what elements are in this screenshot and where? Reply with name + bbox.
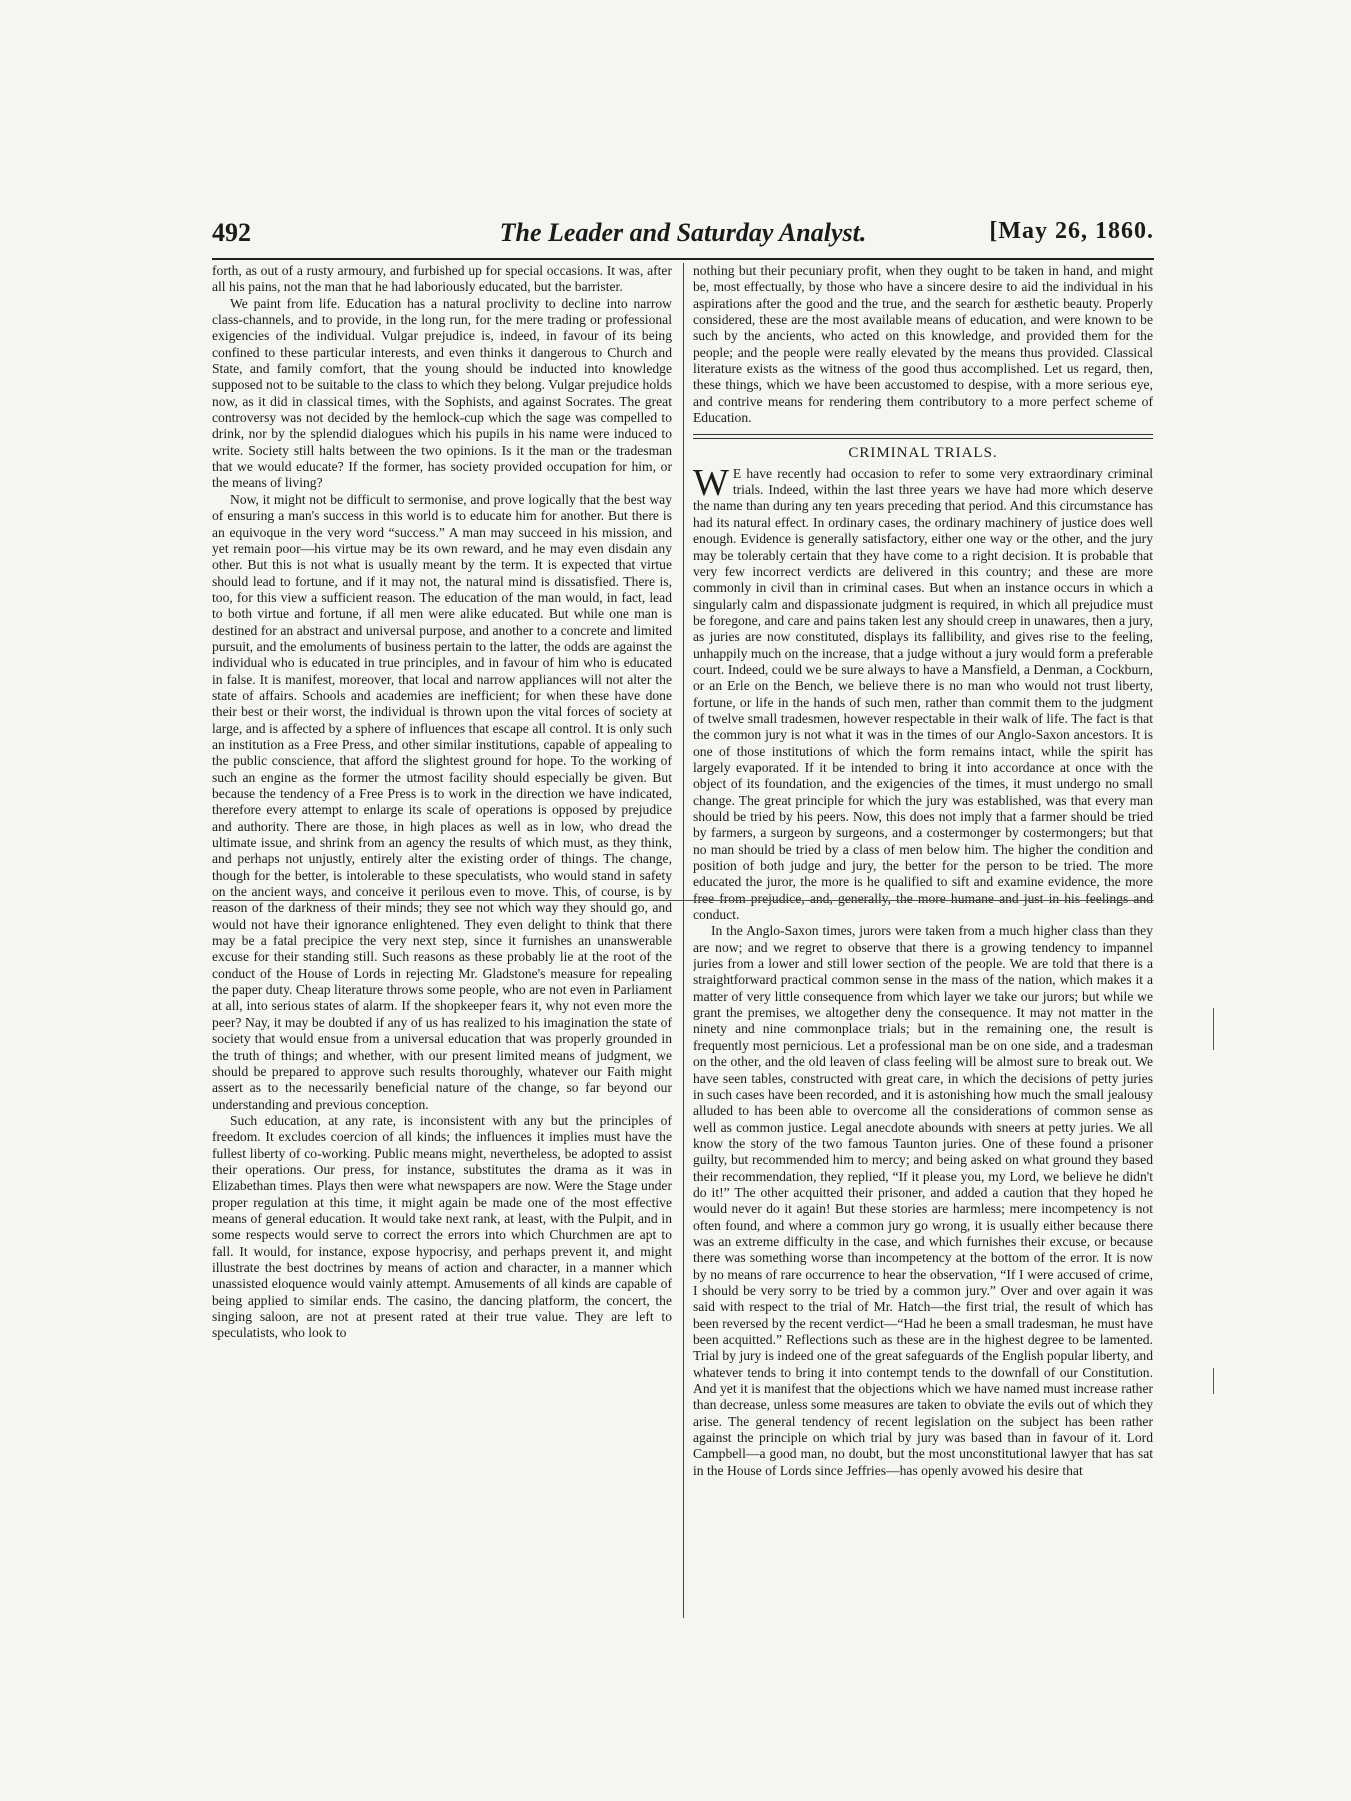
drop-cap: W [693,461,729,504]
margin-mark [1213,1008,1214,1050]
header-rule [212,258,1154,260]
paragraph: nothing but their pecuniary profit, when they ought to be taken in hand, and might be, most effectually, by those who have a sincere desire to aid the individual in his aspirations after the good and the true, and the search for æsthetic beauty. Properly considered, these are the most available means of education, and were known to be such by the ancients, who acted on this knowledge, and provided them for the people; and the people were really elevated by the means thus provided. Classical literature exists as the witness of the good thus accomplished. Let us regard, then, these things, which we have been accustomed to despise, with a more serious eye, and contrive means for rendering them contributory to a more perfect scheme of Education. [693,263,1153,426]
paragraph: Now, it might not be difficult to sermonise, and prove logically that the best way of ensuring a man's success in this world is to educate him for another. But there is an equivoque in the very word “success.” A man may succeed in his mission, and yet remain poor—his virtue may be its own reward, and he may even disdain any other. But this is not what is usually meant by the term. It is expected that virtue should lead to fortune, and if it may not, the natural mind is dissatisfied. There is, too, for this view a sufficient reason. The education of the man would, in fact, lead to both virtue and fortune, if all men were alike educated. But while one man is destined for an abstract and universal purpose, and another to a concrete and limited pursuit, and the emoluments of business pertain to the latter, the odds are against the individual who is educated in true principles, and in favour of him who is educated in false. It is manifest, moreover, that local and narrow appliances will not alter the state of affairs. Schools and academies are inefficient; for when these have done their best or their worst, the individual is thrown upon the vital forces of society at large, and is affected by a sphere of influences that escape all control. It is only such an institution as a Free Press, and other similar institutions, capable of appealing to the public conscience, that afford the slightest ground for hope. To the working of such an engine as the former the utmost facility should especially be given. But because the tendency of a Free Press is to work in the direction we have indicated, therefore every attempt to enlarge its scale of operations is opposed by prejudice and authority. There are those, in high places as well as in low, who dread the ultimate issue, and shrink from an agency the results of which must, as they think, and perhaps not unjustly, entirely alter the existing order of things. The change, though for the better, is intolerable to these speculatists, who would stand in safety on the ancient ways, and conceive it perilous even to move. This, of course, is by reason of the darkness of their minds; they see not which way they should go, and would not have their ignorance enlightened. They even delight to think that there may be a fatal precipice the very next step, since it furnishes an unanswerable excuse for their standing still. Such reasons as these probably lie at the root of the conduct of the House of Lords in rejecting Mr. Gladstone's measure for repealing the paper duty. Cheap literature throws some people, who are not even in Parliament at all, into serious states of alarm. If the shopkeeper fears it, why not even more the peer? Nay, it may be doubted if any of us has realized to his imagination the state of society that would ensue from a universal education that was properly grounded in the truth of things; and whether, with our present limited means of judgment, we should be prepared to approve such results thoroughly, whatever our Faith might assert as to the necessarily beneficial nature of the change, so far beyond our understanding and previous conception. [212,491,672,1112]
paragraph: In the Anglo-Saxon times, jurors were taken from a much higher class than they are now; and we regret to observe that there is a growing tendency to impannel juries from a lower and still lower section of the people. We are told that there is a straightforward practical common sense in the mass of the nation, which makes it a matter of very little consequence from which layer we take our jurors; but while we grant the premises, we altogether deny the consequence. It may not matter in the ninety and nine commonplace trials; but in the remaining one, the result is frequently most pernicious. Let a professional man be on one side, and a tradesman on the other, and the old leaven of class feeling will be almost sure to break out. We have seen tables, constructed with great care, in which the decisions of petty juries in such cases have been recorded, and it is astonishing how much the small jealousy alluded to has been able to overcome all the considerations of common sense as well as common justice. Legal anecdote abounds with sneers at petty juries. We all know the story of the two famous Taunton juries. One of these found a prisoner guilty, but recommended him to mercy; and being asked on what ground they based their recommendation, they replied, “If it please you, my Lord, we believe he didn't do it!” The other acquitted their prisoner, and added a caution that they hoped he would never do it again! But these stories are harmless; mere incompetency is not often found, and where a common jury go wrong, it is usually either because there was an extreme difficulty in the case, and which furnishes their excuse, or because there was something worse than incompetency at the bottom of the error. It is now by no means of rare occurrence to hear the observation, “If I were accused of crime, I should be very sorry to be tried by a common jury.” Over and over again it was said with respect to the trial of Mr. Hatch—the first trial, the result of which has been reversed by the recent verdict—“Had he been a small tradesman, he must have been acquitted.” Reflections such as these are in the highest degree to be lamented. Trial by jury is indeed one of the great safeguards of the English popular liberty, and whatever tends to bring it into contempt tends to the downfall of our Constitution. And yet it is manifest that the objections which we have named must increase rather than decrease, unless some measures are taken to obviate the evils out of which they arise. The general tendency of recent legislation on the subject has been rather against the principle on which trial by jury was based than in favour of it. Lord Campbell—a good man, no doubt, but the most unconstitutional lawyer that has sat in the House of Lords since Jeffries—has openly avowed his desire that [693,923,1153,1478]
section-rule [693,434,1153,439]
article-opening [693,461,1153,924]
paragraph: We paint from life. Education has a natural proclivity to decline into narrow class-channels, and to provide, in the long run, for the mere trading or professional exigencies of the individual. Vulgar prejudice is, indeed, in favour of its being confined to these particular interests, and even thinks it dangerous to Church and State, and family comfort, that the young should be inducted into knowledge supposed not to be suitable to the class to which they belong. Vulgar prejudice holds now, as it did in classical times, with the Sophists, and against Socrates. The great controversy was not decided by the hemlock-cup which the sage was compelled to drink, nor by the splendid dialogues which his pupils in his name were induced to write. Society still halts between the two opinions. Is it the man or the tradesman that we would educate? If the former, has society provided occupation for him, or the means of living? [212,295,672,491]
page-fold-line [212,900,1154,901]
issue-date: [May 26, 1860. [989,218,1154,244]
section-heading: CRIMINAL TRIALS. [848,445,998,462]
column-divider [683,263,684,1618]
paragraph: forth, as out of a rusty armoury, and furbished up for special occasions. It was, after all his pains, not the man that he had laboriously educated, but the barrister. [212,263,672,295]
right-column [693,263,1153,1621]
margin-mark [1213,1368,1214,1394]
left-column [212,263,672,1621]
paragraph: E have recently had occasion to refer to some very extraordinary criminal trials. Indeed, within the last three years we have had more which deserve the name than during any ten years preceding that period. And this circumstance has had its natural effect. In ordinary cases, the ordinary machinery of justice does well enough. Evidence is generally satisfactory, either one way or the other, and the jury may be tolerably certain that they have come to a right decision. It is probable that very few incorrect verdicts are delivered in this country; and these are more commonly in civil than in criminal cases. But when an instance occurs in which a singularly calm and dispassionate judgment is required, in which all prejudice must be foregone, and care and pains taken lest any should creep in unawares, then a jury, as juries are now constituted, displays its fallibility, and gives rise to the feeling, unhappily much on the increase, that a judge without a jury would form a preferable court. Indeed, could we be sure always to have a Mansfield, a Denman, a Cockburn, or an Erle on the Bench, we believe there is no man who would not trust liberty, fortune, or life in the hands of such men, rather than commit them to the judgment of twelve small tradesmen, however respectable in their walk of life. The fact is that the common jury is not what it was in the times of our Anglo-Saxon ancestors. It is one of those institutions of which the form remains intact, while the spirit has largely evaporated. If it be intended to bring it into accordance at once with the object of its foundation, and the exigencies of the times, it must undergo no small change. The great principle for which the jury was established, was that every man should be tried by his peers. Now, this does not imply that a farmer should be tried by farmers, a surgeon by surgeons, and a costermonger by costermongers; but that no man should be tried by a class of men below him. The higher the condition and position of both judge and jury, the better for the person to be tried. The more educated the juror, the more is he qualified to sift and examine evidence, the more free from prejudice, and, generally, the more humane and just in his feelings and conduct. [693,465,1153,923]
page-number: 492 [212,218,251,247]
journal-title: The Leader and Saturday Analyst. [499,218,867,247]
page-header [212,218,1154,260]
paragraph: Such education, at any rate, is inconsistent with any but the principles of freedom. It excludes coercion of all kinds; the influences it implies must have the fullest liberty of co-working. Public means might, nevertheless, be adopted to assist their operations. Our press, for instance, substitutes the drama as it was in Elizabethan times. Plays then were what newspapers are now. Were the Stage under proper regulation at this time, it might again be made one of the most effective means of general education. It would take next rank, at least, with the Pulpit, and in some respects would serve to correct the errors into which Churchmen are apt to fall. It would, for instance, expose hypocrisy, and perhaps prevent it, and might illustrate the best doctrines by means of action and character, in a manner which unassisted eloquence would vainly attempt. Amusements of all kinds are capable of being applied to similar ends. The casino, the dancing platform, the concert, the singing saloon, are not at present rated at their true value. They are left to speculatists, who look to [212,1112,672,1341]
